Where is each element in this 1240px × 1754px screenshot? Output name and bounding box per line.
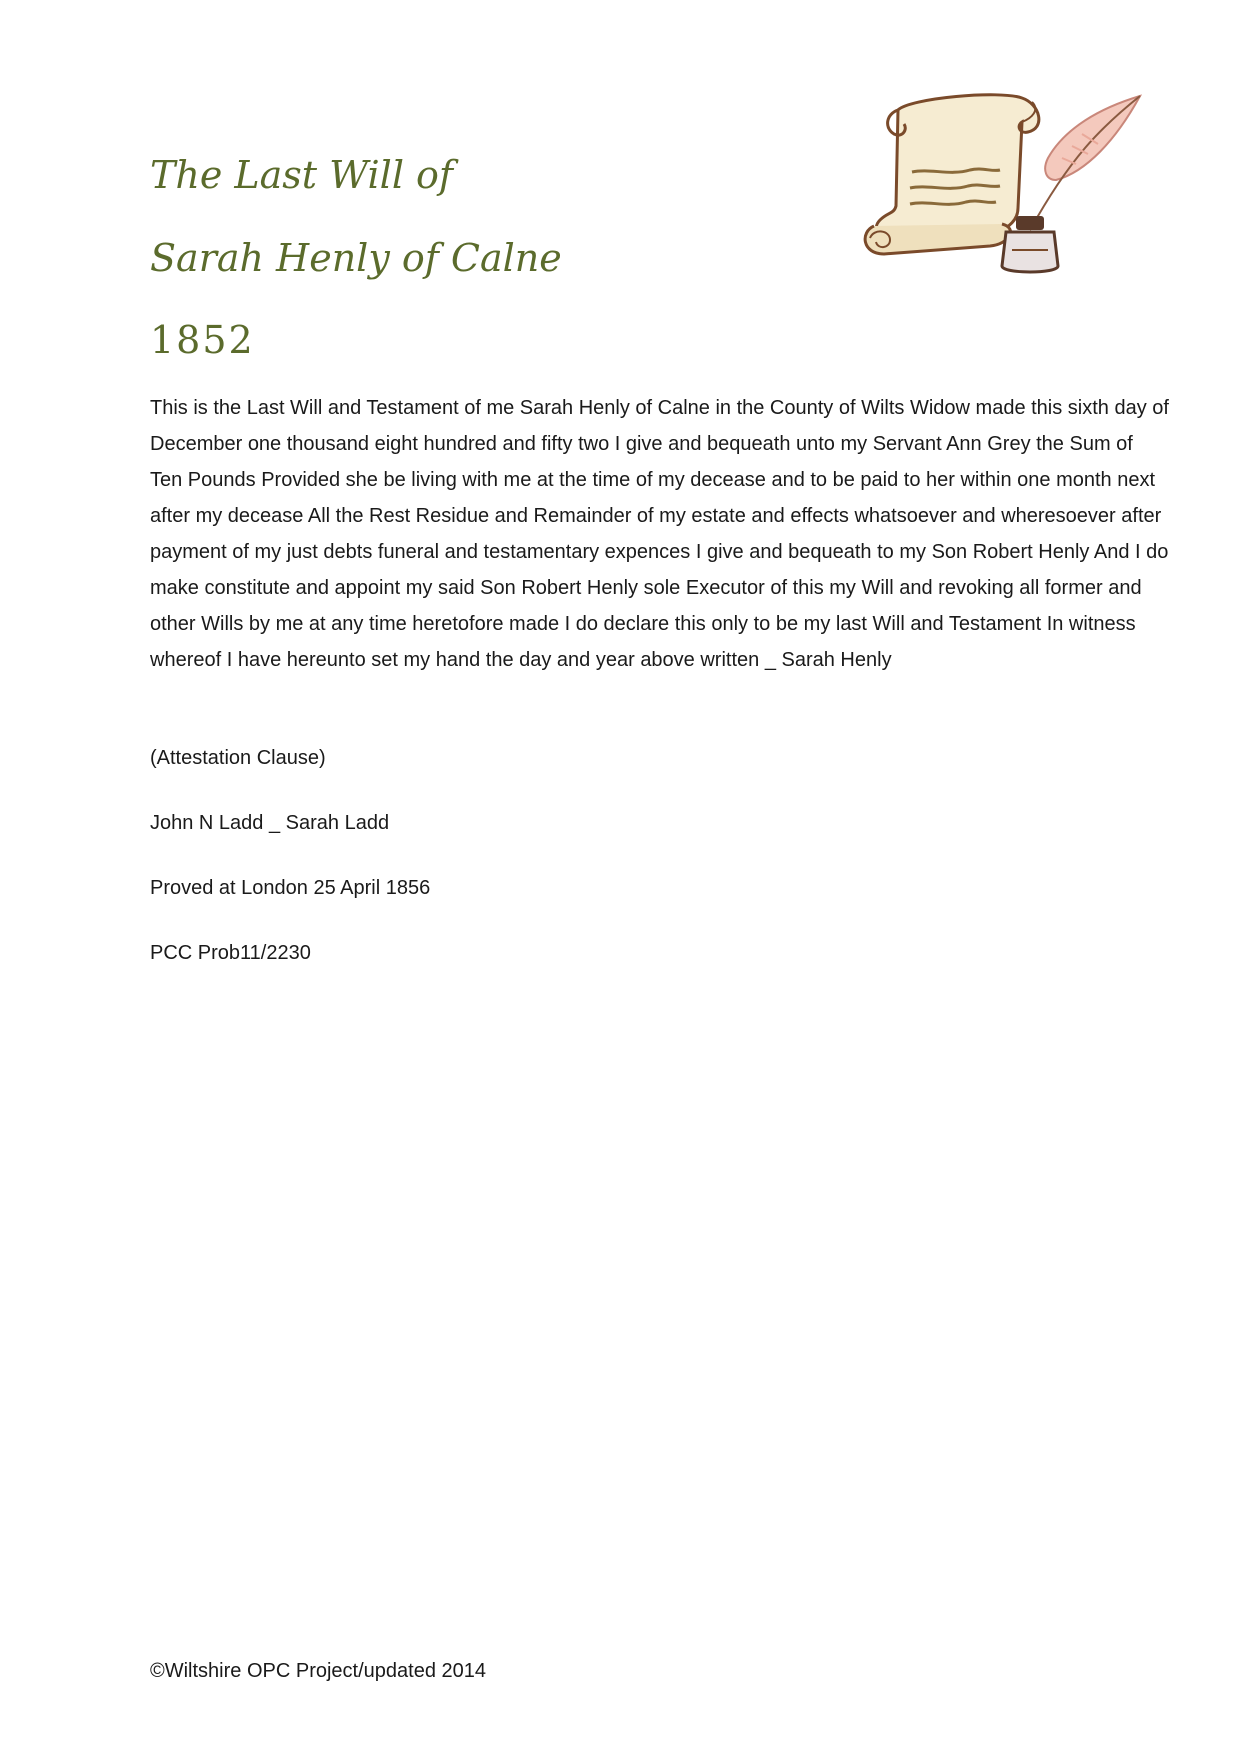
witnesses: John N Ladd _ Sarah Ladd: [150, 812, 390, 834]
will-body-text: This is the Last Will and Testament of me Sarah Henly of Calne in the County of Wilts Widow made this sixth day of December one thousand eight hundred and fifty two I give and bequeath unto my Servant Ann Grey the Sum of Ten Pounds Provided she be living with me at the time of my decease and to be paid to her within one month next after my decease All the Rest Residue and Remainder of my estate and effects whatsoever and wheresoever after payment of my just debts funeral and testamentary expences I give and bequeath to my Son Robert Henly And I do make constitute and appoint my said Son Robert Henly sole Executor of this my Will and revoking all former and other Wills by me at any time heretofore made I do declare this only to be my last Will and Testament In witness whereof I have hereunto set my hand the day and year above written _ Sarah Henly: [150, 397, 1169, 671]
attestation-clause: (Attestation Clause): [150, 747, 326, 769]
title-line-2: Sarah Henly of Calne: [150, 236, 562, 280]
scroll-quill-inkwell-icon: [850, 88, 1170, 288]
copyright-footer: ©Wiltshire OPC Project/updated 2014: [150, 1660, 487, 1682]
title-year: 1852: [150, 318, 255, 362]
probate-date: Proved at London 25 April 1856: [150, 877, 431, 899]
title-line-1: The Last Will of: [150, 153, 453, 197]
archive-reference: PCC Prob11/2230: [150, 942, 311, 964]
